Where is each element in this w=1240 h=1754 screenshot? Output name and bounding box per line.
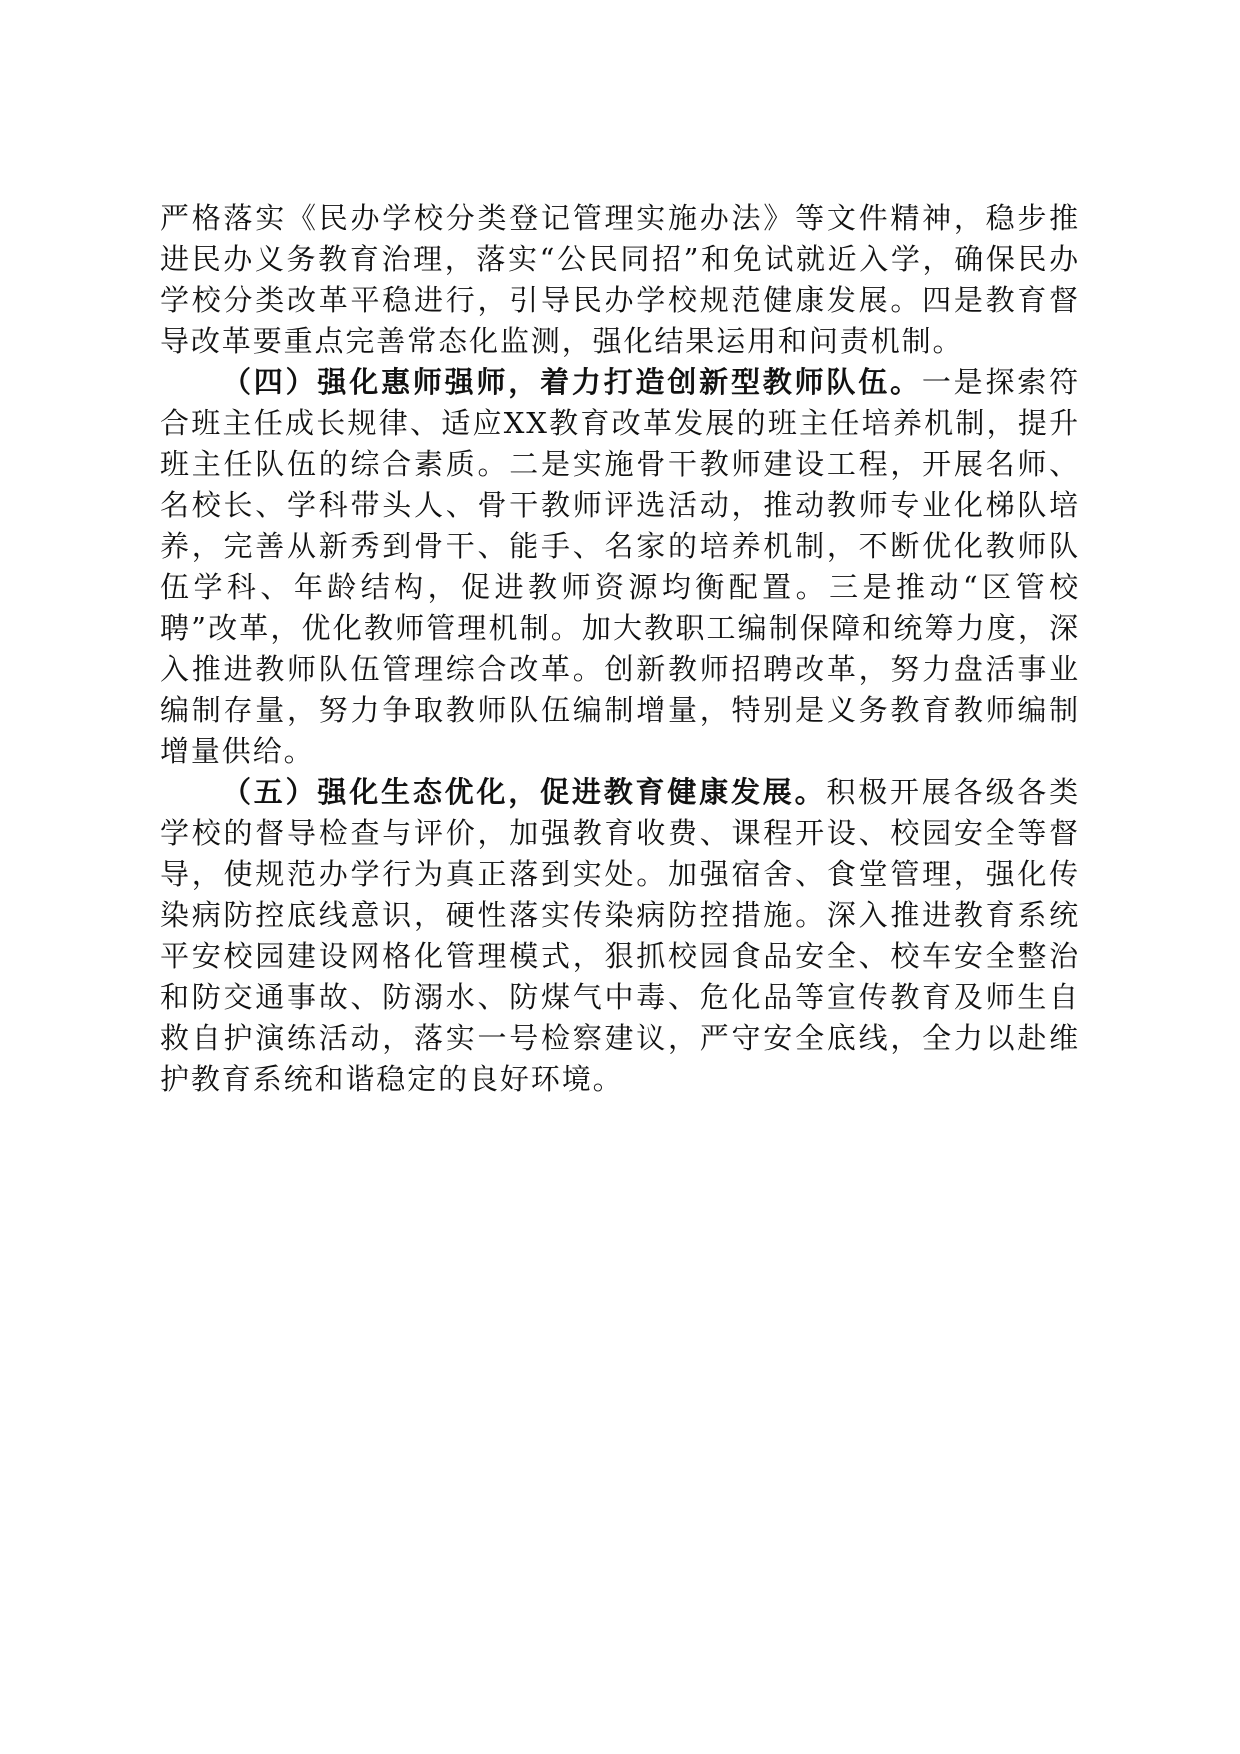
document-body	[160, 198, 1080, 1100]
section-heading-five: （五）强化生态优化，促进教育健康发展。	[222, 775, 827, 809]
paragraph-text: 严格落实《民办学校分类登记管理实施办法》等文件精神，稳步推进民办义务教育治理，落实“公民同招”和免试就近入学，确保民办学校分类改革平稳进行，引导民办学校规范健康发展。四是教育督导改革要重点完善常态化监测，强化结果运用和问责机制。	[160, 201, 1080, 358]
paragraph-continuation	[160, 198, 1080, 362]
paragraph-section-four	[160, 362, 1080, 772]
paragraph-section-five	[160, 772, 1080, 1100]
paragraph-text: 积极开展各级各类学校的督导检查与评价，加强教育收费、课程开设、校园安全等督导，使规范办学行为真正落到实处。加强宿舍、食堂管理，强化传染病防控底线意识，硬性落实传染病防控措施。深入推进教育系统平安校园建设网格化管理模式，狠抓校园食品安全、校车安全整治和防交通事故、防溺水、防煤气中毒、危化品等宣传教育及师生自救自护演练活动，落实一号检察建议，严守安全底线，全力以赴维护教育系统和谐稳定的良好环境。	[160, 775, 1080, 1096]
paragraph-text: 一是探索符合班主任成长规律、适应XX教育改革发展的班主任培养机制，提升班主任队伍的综合素质。二是实施骨干教师建设工程，开展名师、名校长、学科带头人、骨干教师评选活动，推动教师专业化梯队培养，完善从新秀到骨干、能手、名家的培养机制，不断优化教师队伍学科、年龄结构，促进教师资源均衡配置。三是推动“区管校聘”改革，优化教师管理机制。加大教职工编制保障和统筹力度，深入推进教师队伍管理综合改革。创新教师招聘改革，努力盘活事业编制存量，努力争取教师队伍编制增量，特别是义务教育教师编制增量供给。	[160, 365, 1080, 768]
section-heading-four: （四）强化惠师强师，着力打造创新型教师队伍。	[222, 365, 922, 399]
